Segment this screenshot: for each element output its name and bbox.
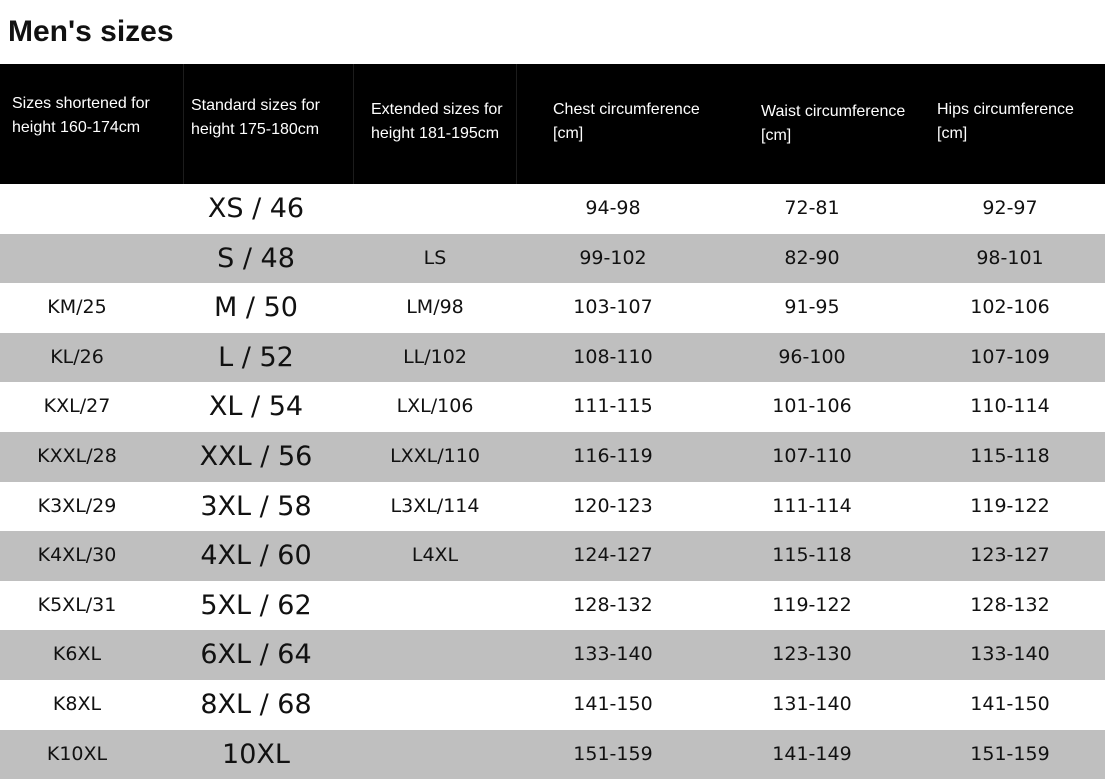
cell-extended: LM/98 — [406, 296, 464, 319]
cell-shortened: KXXL/28 — [37, 444, 117, 467]
header-hips-line-1: Hips circumference — [937, 101, 1074, 118]
cell-hips: 133-140 — [970, 643, 1050, 666]
header-divider — [516, 64, 517, 184]
cell-hips: 119-122 — [970, 494, 1050, 517]
cell-standard: XS / 46 — [207, 193, 305, 224]
header-hips — [937, 64, 1103, 184]
page-title: Men's sizes — [8, 15, 174, 48]
header-chest — [553, 64, 743, 184]
cell-extended: LL/102 — [403, 345, 467, 368]
cell-hips: 107-109 — [970, 345, 1050, 368]
cell-chest: 103-107 — [573, 296, 653, 319]
cell-extended: LXXL/110 — [390, 444, 480, 467]
cell-hips: 102-106 — [970, 296, 1050, 319]
header-hips-line-2: [cm] — [937, 125, 968, 142]
header-standard-sizes — [191, 64, 343, 184]
cell-waist: 82-90 — [784, 246, 840, 269]
cell-waist: 115-118 — [772, 544, 852, 567]
cell-extended: LS — [423, 246, 447, 269]
cell-chest: 151-159 — [573, 742, 653, 765]
cell-standard: 6XL / 64 — [200, 639, 312, 671]
header-shortened-line-2: height 160-174cm — [12, 119, 141, 136]
table-row — [0, 482, 1105, 532]
cell-standard: XL / 54 — [208, 391, 304, 423]
cell-waist: 96-100 — [778, 345, 846, 368]
table-header — [0, 64, 1105, 184]
cell-standard: 5XL / 62 — [200, 589, 312, 621]
cell-shortened: K8XL — [52, 692, 102, 715]
cell-hips: 128-132 — [970, 593, 1050, 616]
cell-extended: L4XL — [411, 544, 459, 567]
header-divider — [353, 64, 354, 184]
cell-extended — [357, 630, 513, 680]
header-shortened-sizes — [12, 64, 182, 184]
cell-waist: 119-122 — [772, 593, 852, 616]
cell-hips: 151-159 — [970, 742, 1050, 765]
cell-hips: 92-97 — [982, 197, 1038, 219]
header-extended-sizes — [371, 64, 519, 184]
cell-waist: 123-130 — [772, 643, 852, 666]
cell-hips: 115-118 — [970, 444, 1050, 467]
cell-hips: 141-150 — [970, 692, 1050, 715]
cell-standard: M / 50 — [214, 292, 298, 324]
cell-standard: 4XL / 60 — [200, 540, 312, 572]
header-waist-line-2: [cm] — [761, 127, 792, 144]
cell-shortened: K3XL/29 — [37, 494, 117, 517]
cell-waist: 111-114 — [772, 494, 852, 517]
table-row — [0, 730, 1105, 779]
table-row — [0, 432, 1105, 482]
cell-chest: 116-119 — [573, 444, 653, 467]
cell-waist: 91-95 — [784, 296, 840, 319]
header-extended-line-2: height 181-195cm — [371, 125, 500, 142]
cell-extended: LXL/106 — [396, 395, 474, 418]
cell-standard: L / 52 — [218, 341, 294, 373]
cell-chest: 124-127 — [573, 544, 653, 567]
cell-shortened: KM/25 — [47, 296, 107, 319]
header-extended-line-1: Extended sizes for — [371, 101, 503, 118]
cell-waist: 101-106 — [772, 395, 852, 418]
cell-extended: L3XL/114 — [390, 494, 480, 517]
cell-extended — [357, 184, 513, 234]
table-row — [0, 680, 1105, 730]
cell-standard: 3XL / 58 — [200, 490, 312, 522]
cell-standard: XXL / 56 — [199, 440, 313, 472]
cell-hips: 123-127 — [970, 544, 1050, 567]
size-table-body — [0, 184, 1105, 779]
cell-waist: 141-149 — [772, 742, 852, 765]
header-waist — [761, 64, 933, 184]
cell-chest: 99-102 — [579, 246, 647, 269]
header-chest-line-1: Chest circumference — [553, 101, 700, 118]
cell-shortened: K10XL — [46, 742, 108, 765]
cell-extended — [357, 730, 513, 779]
header-standard-line-1: Standard sizes for — [191, 97, 320, 114]
cell-chest: 111-115 — [573, 395, 653, 418]
cell-waist: 131-140 — [772, 692, 852, 715]
cell-shortened: K4XL/30 — [37, 544, 117, 567]
cell-waist: 107-110 — [772, 444, 852, 467]
cell-standard: 8XL / 68 — [200, 688, 312, 720]
cell-standard: 10XL — [222, 738, 290, 770]
cell-shortened: K5XL/31 — [37, 593, 117, 616]
table-row — [0, 234, 1105, 284]
cell-chest: 133-140 — [573, 643, 653, 666]
cell-chest: 94-98 — [585, 197, 641, 219]
cell-hips: 98-101 — [976, 246, 1044, 269]
cell-chest: 120-123 — [573, 494, 653, 517]
table-row — [0, 333, 1105, 383]
cell-hips: 110-114 — [970, 395, 1050, 418]
cell-extended — [357, 680, 513, 730]
table-row — [0, 531, 1105, 581]
cell-chest: 141-150 — [573, 692, 653, 715]
cell-standard: S / 48 — [217, 242, 295, 274]
cell-shortened — [0, 234, 154, 284]
cell-shortened: K6XL — [52, 643, 102, 666]
cell-chest: 128-132 — [573, 593, 653, 616]
cell-chest: 108-110 — [573, 345, 653, 368]
table-row — [0, 382, 1105, 432]
table-row — [0, 581, 1105, 631]
cell-shortened: KL/26 — [50, 345, 104, 368]
cell-extended — [357, 581, 513, 631]
header-divider — [183, 64, 184, 184]
cell-waist: 72-81 — [784, 197, 840, 219]
cell-shortened: KXL/27 — [43, 395, 111, 418]
table-row — [0, 184, 1105, 234]
cell-shortened — [0, 184, 154, 234]
header-standard-line-2: height 175-180cm — [191, 121, 320, 138]
header-waist-line-1: Waist circumference — [761, 103, 906, 120]
table-row — [0, 630, 1105, 680]
header-shortened-line-1: Sizes shortened for — [12, 95, 150, 112]
table-row — [0, 283, 1105, 333]
header-chest-line-2: [cm] — [553, 125, 584, 142]
